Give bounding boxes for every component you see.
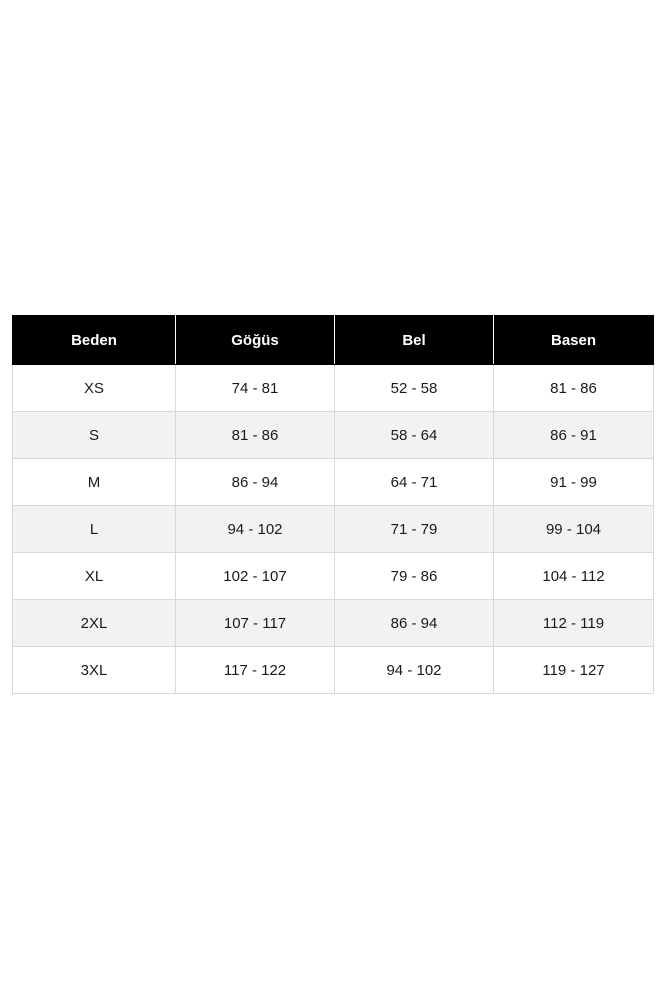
cell-chest: 107 - 117 bbox=[176, 600, 335, 647]
cell-size: 2XL bbox=[13, 600, 176, 647]
column-header-gogus: Göğüs bbox=[176, 316, 335, 365]
cell-waist: 52 - 58 bbox=[335, 365, 494, 412]
cell-size: M bbox=[13, 459, 176, 506]
table-row bbox=[13, 365, 654, 412]
cell-hip: 99 - 104 bbox=[494, 506, 654, 553]
cell-waist: 94 - 102 bbox=[335, 647, 494, 694]
cell-hip: 91 - 99 bbox=[494, 459, 654, 506]
cell-size: S bbox=[13, 412, 176, 459]
column-header-beden: Beden bbox=[13, 316, 176, 365]
column-header-basen: Basen bbox=[494, 316, 654, 365]
cell-hip: 104 - 112 bbox=[494, 553, 654, 600]
cell-hip: 86 - 91 bbox=[494, 412, 654, 459]
cell-size: XL bbox=[13, 553, 176, 600]
size-chart-table-wrapper bbox=[12, 315, 653, 694]
cell-chest: 86 - 94 bbox=[176, 459, 335, 506]
cell-waist: 86 - 94 bbox=[335, 600, 494, 647]
table-row bbox=[13, 412, 654, 459]
cell-size: XS bbox=[13, 365, 176, 412]
table-row bbox=[13, 459, 654, 506]
cell-chest: 117 - 122 bbox=[176, 647, 335, 694]
column-header-bel: Bel bbox=[335, 316, 494, 365]
cell-waist: 64 - 71 bbox=[335, 459, 494, 506]
size-chart-table bbox=[12, 315, 654, 694]
cell-waist: 58 - 64 bbox=[335, 412, 494, 459]
cell-size: 3XL bbox=[13, 647, 176, 694]
table-row bbox=[13, 506, 654, 553]
table-row bbox=[13, 647, 654, 694]
table-header-row bbox=[13, 316, 654, 365]
cell-waist: 79 - 86 bbox=[335, 553, 494, 600]
cell-size: L bbox=[13, 506, 176, 553]
cell-hip: 81 - 86 bbox=[494, 365, 654, 412]
cell-chest: 81 - 86 bbox=[176, 412, 335, 459]
cell-chest: 74 - 81 bbox=[176, 365, 335, 412]
cell-hip: 112 - 119 bbox=[494, 600, 654, 647]
cell-hip: 119 - 127 bbox=[494, 647, 654, 694]
cell-chest: 94 - 102 bbox=[176, 506, 335, 553]
table-header bbox=[13, 316, 654, 365]
cell-waist: 71 - 79 bbox=[335, 506, 494, 553]
table-row bbox=[13, 600, 654, 647]
cell-chest: 102 - 107 bbox=[176, 553, 335, 600]
table-body bbox=[13, 365, 654, 694]
table-row bbox=[13, 553, 654, 600]
